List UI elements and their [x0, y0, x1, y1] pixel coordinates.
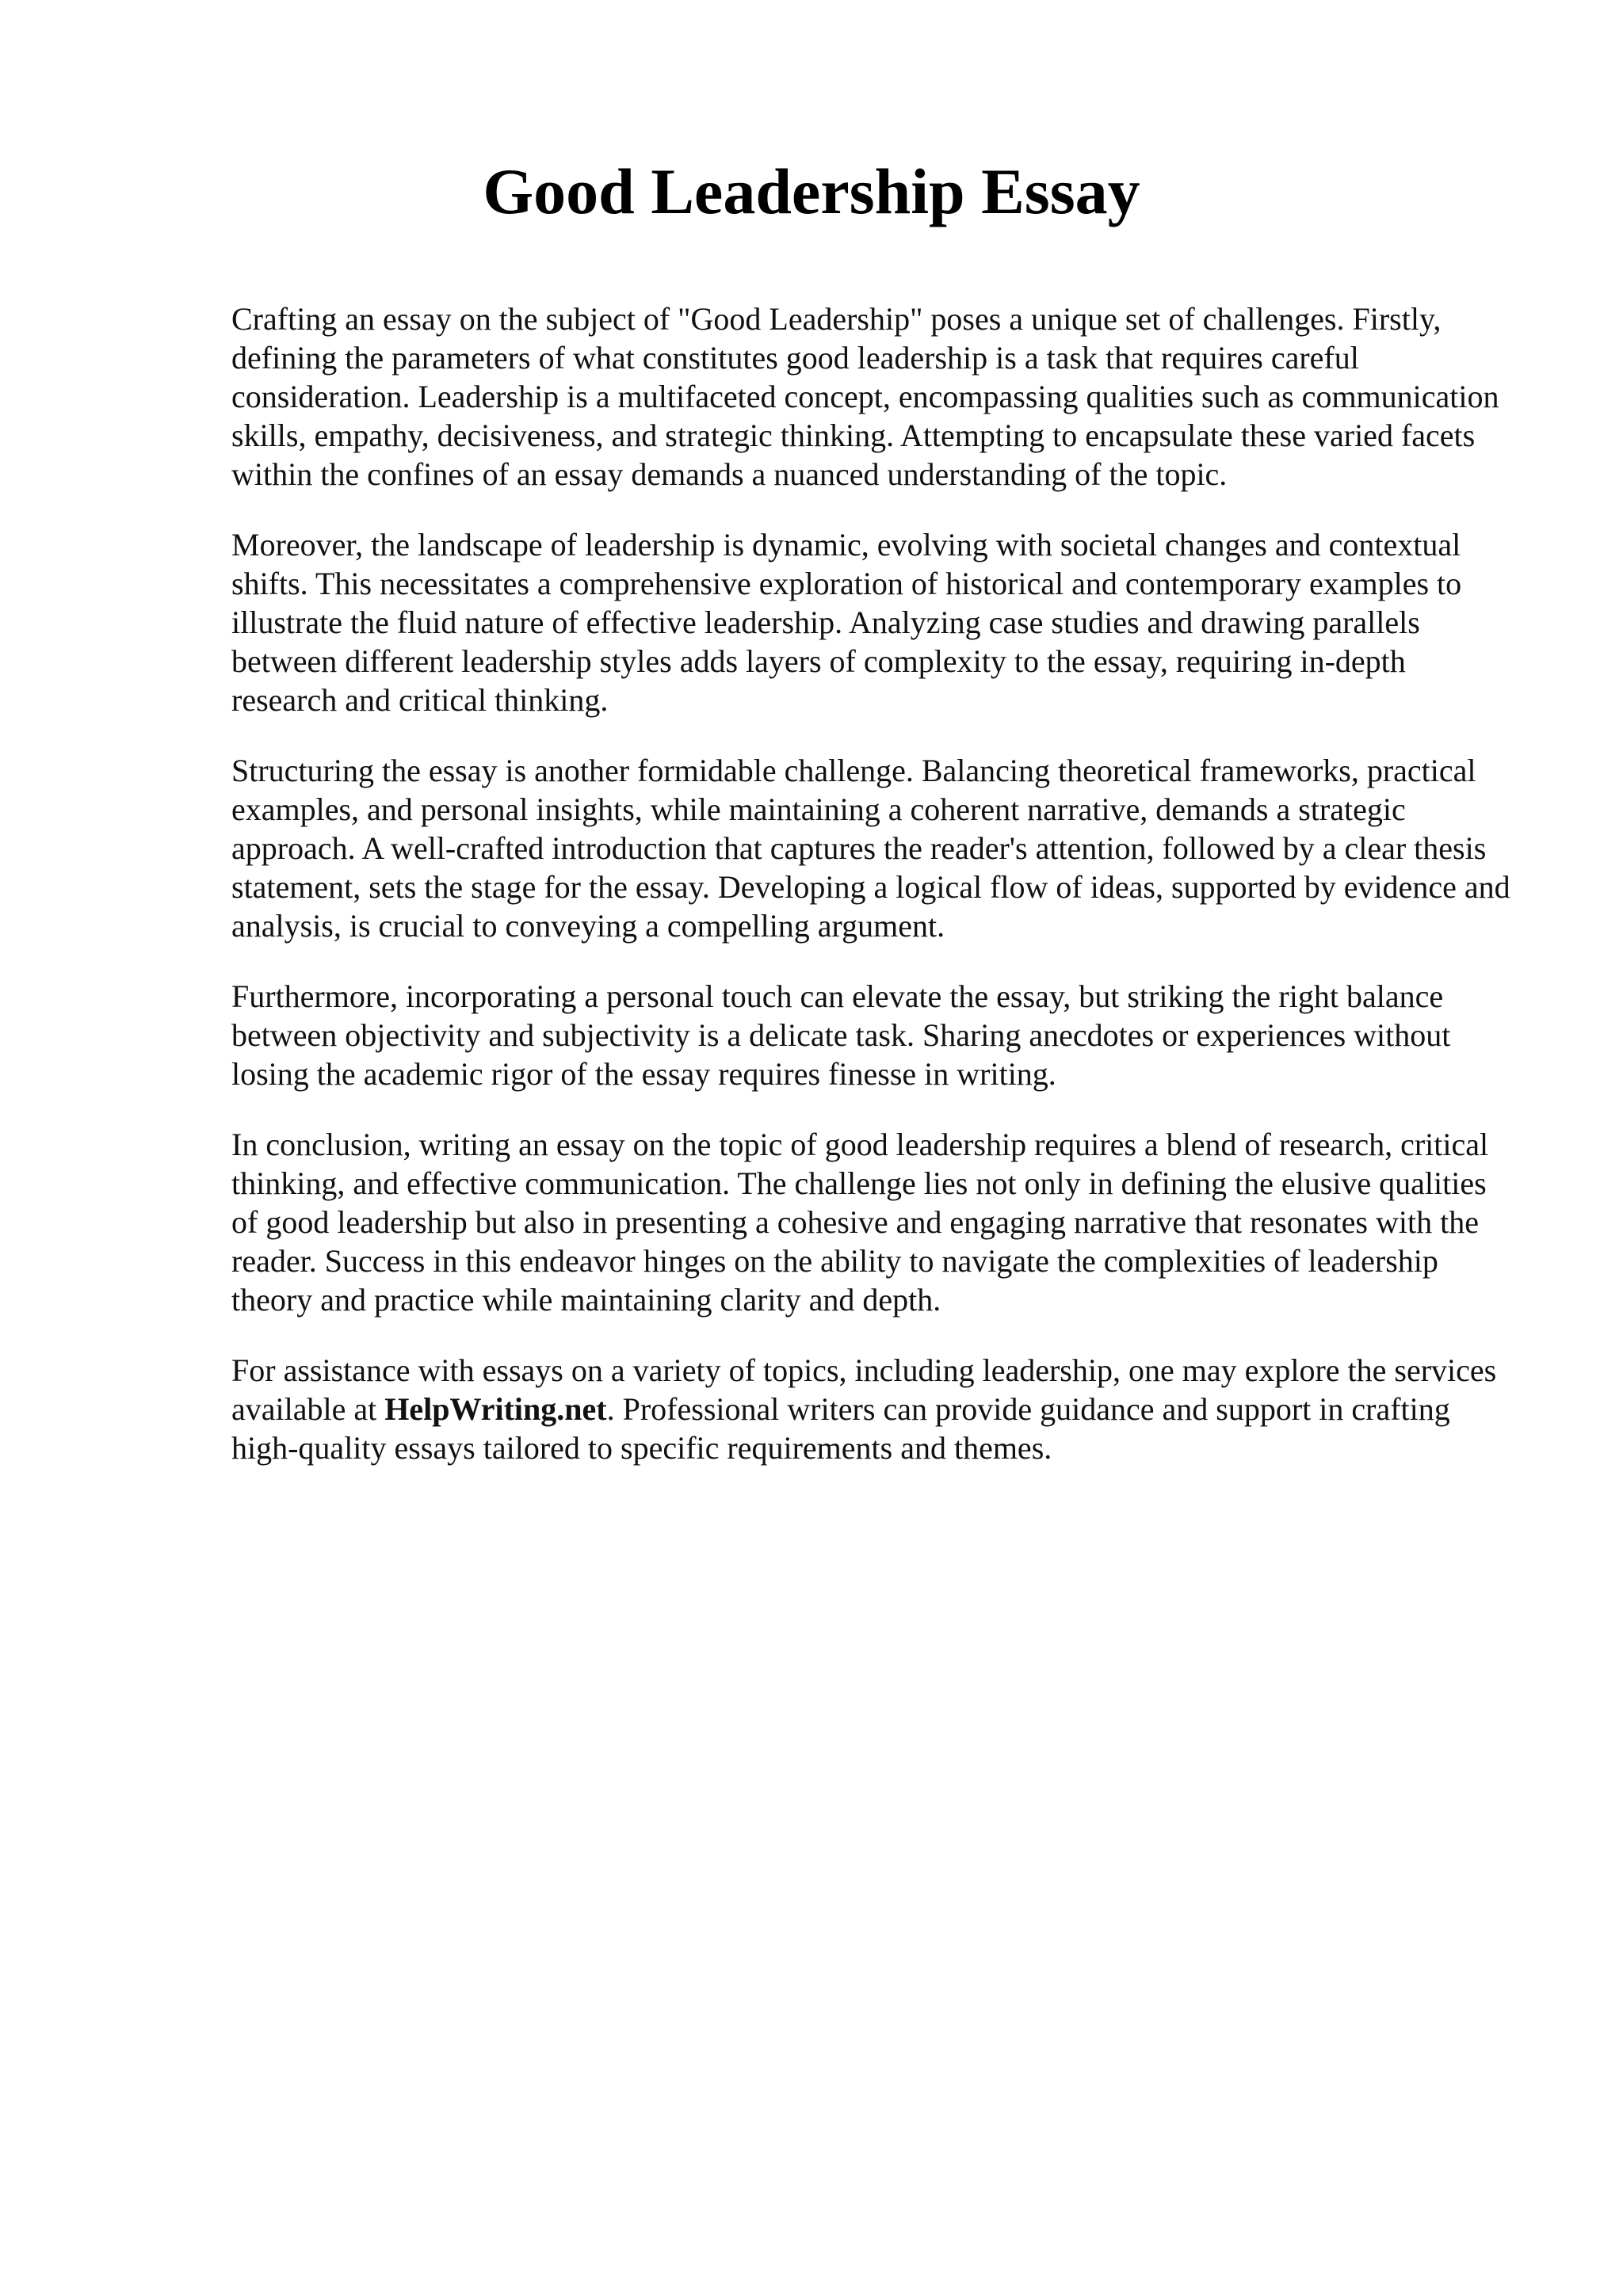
document-title: Good Leadership Essay — [483, 155, 1140, 227]
paragraph-2: Moreover, the landscape of leadership is dynamic, evolving with societal changes and contextual shifts. This necessitates a comprehensive exploration of historical and contemporary examples to illustrate the fluid nature of effective leadership. Analyzing case studies and drawing parallels between different leadership styles adds layers of complexity to the essay, requiring in-depth research and critical thinking. — [231, 527, 1462, 718]
essay-body — [231, 299, 1515, 1499]
closing-paragraph — [231, 1351, 1515, 1467]
closing-text-before: For assistance with essays on a variety of topics, including leadership, one may explore the services available at — [231, 1352, 1497, 1427]
closing-text-after: . Professional writers can provide guidance and support in crafting high-quality essays tailored to specific requirements and themes. — [231, 1391, 1450, 1466]
paragraph-1: Crafting an essay on the subject of "Good Leadership" poses a unique set of challenges. Firstly, defining the parameters of what constitutes good leadership is a task that requires careful consideration. Leadership is a multifaceted concept, encompassing qualities such as communication skills, empathy, decisiveness, and strategic thinking. Attempting to encapsulate these varied facets within the confines of an essay demands a nuanced understanding of the topic. — [231, 301, 1499, 492]
paragraph-5: In conclusion, writing an essay on the topic of good leadership requires a blend of research, critical thinking, and effective communication. The challenge lies not only in defining the elusive qualities of good leadership but also in presenting a cohesive and engaging narrative that resonates with the reader. Success in this endeavor hinges on the ability to navigate the complexities of leadership theory and practice while maintaining clarity and depth. — [231, 1127, 1489, 1318]
brand-link[interactable]: HelpWriting.net — [384, 1391, 607, 1427]
paragraph-3: Structuring the essay is another formidable challenge. Balancing theoretical frameworks, practical examples, and personal insights, while maintaining a coherent narrative, demands a strategic approach. A well-crafted introduction that captures the reader's attention, followed by a clear thesis statement, sets the stage for the essay. Developing a logical flow of ideas, supported by evidence and analysis, is crucial to conveying a compelling argument. — [231, 753, 1510, 944]
paragraph-4: Furthermore, incorporating a personal touch can elevate the essay, but striking the right balance between objectivity and subjectivity is a delicate task. Sharing anecdotes or experiences without losing the academic rigor of the essay requires finesse in writing. — [231, 978, 1451, 1092]
